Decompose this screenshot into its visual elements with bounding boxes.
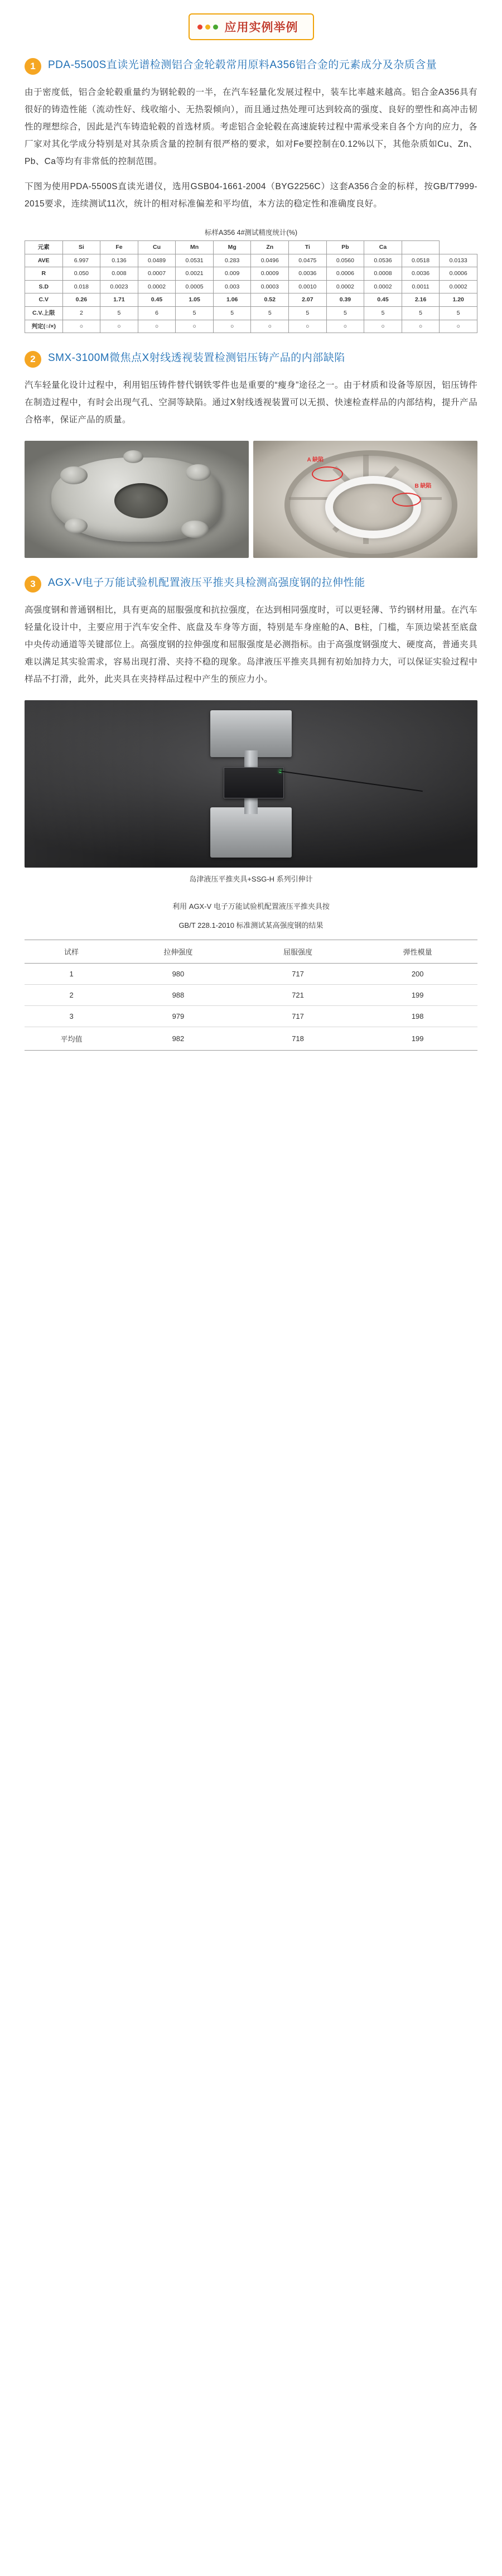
table1-col-6: Zn	[251, 241, 289, 254]
table2-cell-3-3: 199	[358, 1027, 477, 1051]
table1-cell-5-8: ○	[364, 320, 402, 333]
table1-cell-4-9: 5	[402, 306, 440, 320]
section-title-1: PDA-5500S直读光谱检测铝合金轮毂常用原料A356铝合金的元素成分及杂质含量	[48, 59, 437, 71]
table1-cell-4-1: 5	[100, 306, 138, 320]
table1-cell-1-4: 0.009	[213, 267, 251, 281]
table2-cell-1-3: 199	[358, 985, 477, 1006]
table1-cell-3-7: 0.39	[326, 293, 364, 307]
table1-cell-0-8: 0.0536	[364, 254, 402, 267]
section-title-2: SMX-3100M微焦点X射线透视装置检测铝压铸产品的内部缺陷	[48, 352, 345, 364]
table1-cell-2-8: 0.0002	[364, 280, 402, 293]
table1-cell-0-2: 0.0489	[138, 254, 176, 267]
table1-cell-0-5: 0.0496	[251, 254, 289, 267]
table2-cell-1-2: 721	[238, 985, 358, 1006]
xray-figure-group	[25, 441, 477, 558]
table1-cell-3-6: 2.07	[289, 293, 327, 307]
table1-cell-4-4: 5	[213, 306, 251, 320]
table2-cell-3-1: 982	[118, 1027, 238, 1051]
table2-col-0: 试样	[25, 940, 118, 964]
table2-col-2: 屈服强度	[238, 940, 358, 964]
defect-label-a: A 缺陷	[307, 457, 324, 464]
table1-cell-5-1: ○	[100, 320, 138, 333]
table1-col-7: Ti	[289, 241, 327, 254]
table1-cell-1-2: 0.0007	[138, 267, 176, 281]
table1-cell-5-7: ○	[326, 320, 364, 333]
section-2-paragraph-1: 汽车轻量化设计过程中，利用铝压铸件替代钢铁零件也是重要的“瘦身”途径之一。由于材质和设备等原因，铝压铸件在制造过程中，有时会出现气孔、空洞等缺陷。通过X射线透视装置可以无损、快速检查样品的内部结构，提升产品合格率，保证产品的质量。	[25, 381, 477, 425]
table1-cell-0-10: 0.0133	[440, 254, 477, 267]
table2-cell-3-2: 718	[238, 1027, 358, 1051]
table1-cell-3-1: 1.71	[100, 293, 138, 307]
banner-box	[189, 13, 314, 40]
table1-cell-1-1: 0.008	[100, 267, 138, 281]
table1-cell-5-9: ○	[402, 320, 440, 333]
table-row	[25, 293, 477, 307]
table1-cell-2-4: 0.003	[213, 280, 251, 293]
table1-cell-5-0: ○	[62, 320, 100, 333]
table1-col-1: Si	[62, 241, 100, 254]
table-row	[25, 1006, 477, 1027]
section-heading-1	[25, 57, 477, 75]
table1-cell-4-6: 5	[289, 306, 327, 320]
table1-cell-4-3: 5	[176, 306, 214, 320]
table1-cell-2-10: 0.0002	[440, 280, 477, 293]
table1-cell-1-9: 0.0036	[402, 267, 440, 281]
table1-cell-3-5: 0.52	[251, 293, 289, 307]
table2-title-line1: 利用 AGX-V 电子万能试验机配置液压平推夹具按	[172, 902, 330, 911]
table1-col-0: 元素	[25, 241, 63, 254]
table2-cell-0-1: 980	[118, 964, 238, 985]
tensile-figure-caption: 岛津液压平推夹具+SSG-H 系列引伸计	[189, 875, 313, 884]
section-number-1: 1	[25, 58, 41, 75]
tensile-figure	[25, 700, 477, 885]
page-title: 应用实例举例	[224, 21, 298, 34]
table2-header-row	[25, 940, 477, 964]
table-row	[25, 1027, 477, 1051]
table2-cell-2-2: 717	[238, 1006, 358, 1027]
table2-col-3: 弹性模量	[358, 940, 477, 964]
table1-header-row	[25, 241, 477, 254]
table1-col-10	[402, 241, 440, 254]
section-number-2: 2	[25, 351, 41, 368]
table2-cell-3-0: 平均值	[25, 1027, 118, 1051]
table1-cell-5-6: ○	[289, 320, 327, 333]
table1-cell-3-0: 0.26	[62, 293, 100, 307]
table1-cell-5-4: ○	[213, 320, 251, 333]
table2-col-1: 拉伸强度	[118, 940, 238, 964]
aluminium-casting-photo	[25, 441, 249, 558]
table1-row-1-label: R	[25, 267, 63, 281]
extensometer-device	[224, 767, 284, 798]
table2-cell-0-0: 1	[25, 964, 118, 985]
table1-cell-2-0: 0.018	[62, 280, 100, 293]
table1-row-4-label: C.V.上限	[25, 306, 63, 320]
table1-cell-4-10: 5	[440, 306, 477, 320]
tensile-results-table	[25, 940, 477, 1051]
hydraulic-grip-lower	[210, 807, 292, 858]
section-title-3: AGX-V电子万能试验机配置液压平推夹具检测高强度钢的拉伸性能	[48, 577, 365, 589]
table1-row-2-label: S.D	[25, 280, 63, 293]
table1-cell-1-0: 0.050	[62, 267, 100, 281]
table1-cell-5-3: ○	[176, 320, 214, 333]
table1-cell-5-2: ○	[138, 320, 176, 333]
table1-cell-3-2: 0.45	[138, 293, 176, 307]
table-row	[25, 985, 477, 1006]
table1-cell-3-4: 1.06	[213, 293, 251, 307]
table1-cell-1-7: 0.0006	[326, 267, 364, 281]
section-heading-3	[25, 575, 477, 593]
table1-col-3: Cu	[138, 241, 176, 254]
table-row	[25, 280, 477, 293]
spectrometer-results-table	[25, 240, 477, 333]
table1-cell-2-1: 0.0023	[100, 280, 138, 293]
table-row	[25, 306, 477, 320]
table1-cell-3-8: 0.45	[364, 293, 402, 307]
table2-cell-0-3: 200	[358, 964, 477, 985]
section-1-paragraph-1: 由于密度低，铝合金轮毂重量约为钢轮毂的一半，在汽车轻量化发展过程中，装车比率越来越高。铝合金A356具有很好的铸造性能（流动性好、线收缩小、无热裂倾向），而且通过热处理可达到较高的强度、良好的塑性和高冲击韧性的理想综合，因此是汽车铸造轮毂的首选材质。考虑铝合金轮毂在高速旋转过程中需承受来自各个方向的应力，各厂家对其化学成分特别是对其杂质含量的控制有很严格的要求，如对Fe要控制在0.12%以下，其他杂质如Cu、Zn、Pb、Ca等均有非常低的控制范围。	[25, 88, 477, 166]
table1-cell-2-3: 0.0005	[176, 280, 214, 293]
table1-cell-2-2: 0.0002	[138, 280, 176, 293]
table2-cell-1-0: 2	[25, 985, 118, 1006]
table2-title-line2: GB/T 228.1-2010 标准测试某高强度钢的结果	[178, 921, 324, 930]
table1-cell-3-10: 1.20	[440, 293, 477, 307]
table1-col-2: Fe	[100, 241, 138, 254]
table1-cell-0-6: 0.0475	[289, 254, 327, 267]
table1-caption: 标样A356 4#测试精度统计(%)	[204, 229, 297, 237]
section-heading-2	[25, 350, 477, 368]
section-1-paragraph-2: 下图为使用PDA-5500S直读光谱仪，选用GSB04-1661-2004（BYG2256C）这套A356合金的标样，按GB/T7999-2015要求，连续测试11次，统计的相对标准偏差和平均值，本方法的稳定性和准确度良好。	[25, 182, 477, 209]
table1-cell-5-10: ○	[440, 320, 477, 333]
table1-cell-3-9: 2.16	[402, 293, 440, 307]
table1-cell-1-3: 0.0021	[176, 267, 214, 281]
table1-cell-1-10: 0.0006	[440, 267, 477, 281]
table2-cell-0-2: 717	[238, 964, 358, 985]
table1-cell-2-5: 0.0003	[251, 280, 289, 293]
table1-row-0-label: AVE	[25, 254, 63, 267]
table1-cell-4-2: 6	[138, 306, 176, 320]
table1-row-3-label: C.V	[25, 293, 63, 307]
table1-cell-0-3: 0.0531	[176, 254, 214, 267]
section-number-3: 3	[25, 576, 41, 593]
table1-col-9: Ca	[364, 241, 402, 254]
table2-cell-2-1: 979	[118, 1006, 238, 1027]
section-3-paragraph-1: 高强度钢和普通钢相比，具有更高的屈服强度和抗拉强度，在达到相同强度时，可以更轻薄、节约钢材用量。在汽车轻量化设计中，主要应用于汽车安全件、底盘及车身等方面，特别是车身座舱的A、B柱，门槛，车顶边梁甚至底盘中央传动通道等关键部位上。高强度钢的拉伸强度和屈服强度是必测指标。由于高强度钢强度大、硬度高，普通夹具难以满足其实验需求，容易出现打滑、夹持不稳的现象。岛津液压平推夹具拥有初始加持力大，可以保证实验过程中样品不打滑，此外，此夹具在夹持样品过程中产生的预应力小。	[25, 605, 477, 685]
table-row	[25, 267, 477, 281]
table1-cell-0-0: 6.997	[62, 254, 100, 267]
table1-cell-2-6: 0.0010	[289, 280, 327, 293]
table1-row-5-label: 判定(○/×)	[25, 320, 63, 333]
table1-col-4: Mn	[176, 241, 214, 254]
table1-cell-2-9: 0.0011	[402, 280, 440, 293]
table1-cell-5-5: ○	[251, 320, 289, 333]
table-row	[25, 964, 477, 985]
table1-cell-4-7: 5	[326, 306, 364, 320]
table1-cell-1-8: 0.0008	[364, 267, 402, 281]
xray-radiograph-photo	[253, 441, 477, 558]
table-row	[25, 254, 477, 267]
table1-cell-2-7: 0.0002	[326, 280, 364, 293]
table1-col-8: Pb	[326, 241, 364, 254]
defect-label-b: B 缺陷	[414, 483, 432, 489]
table1-cell-0-9: 0.0518	[402, 254, 440, 267]
page-banner	[25, 13, 477, 40]
table-row	[25, 320, 477, 333]
table2-cell-1-1: 988	[118, 985, 238, 1006]
table1-cell-3-3: 1.05	[176, 293, 214, 307]
table1-cell-1-6: 0.0036	[289, 267, 327, 281]
table1-cell-0-7: 0.0560	[326, 254, 364, 267]
table1-cell-4-0: 2	[62, 306, 100, 320]
defect-marker-b	[392, 493, 421, 507]
traffic-lights-icon	[197, 25, 218, 30]
table1-col-5: Mg	[213, 241, 251, 254]
document-page	[0, 0, 502, 1073]
table1-cell-1-5: 0.0009	[251, 267, 289, 281]
table1-cell-0-4: 0.283	[213, 254, 251, 267]
table2-cell-2-0: 3	[25, 1006, 118, 1027]
table1-cell-0-1: 0.136	[100, 254, 138, 267]
table1-cell-4-5: 5	[251, 306, 289, 320]
table1-cell-4-8: 5	[364, 306, 402, 320]
tensile-test-photo	[25, 700, 477, 868]
table2-cell-2-3: 198	[358, 1006, 477, 1027]
